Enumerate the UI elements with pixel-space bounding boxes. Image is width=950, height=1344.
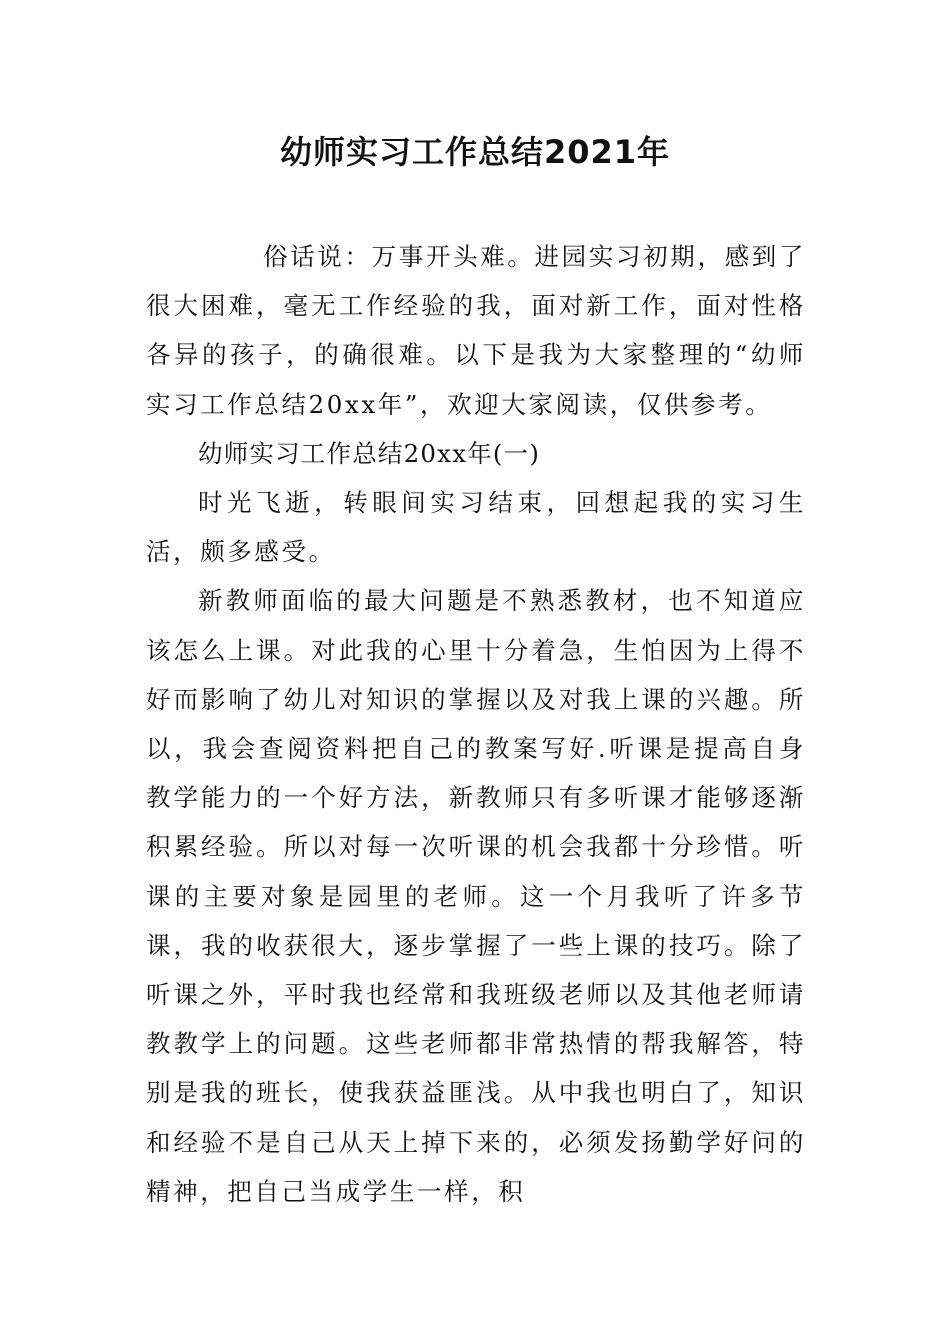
intro-paragraph: 俗话说：万事开头难。进园实习初期，感到了很大困难，毫无工作经验的我，面对新工作，面对性格各异的孩子，的确很难。以下是我为大家整理的“幼师实习工作总结20xx年”，欢迎大家阅读，仅供参考。: [146, 242, 806, 419]
body-paragraph: 时光飞逝，转眼间实习结束，回想起我的实习生活，颇多感受。: [146, 488, 806, 567]
body-paragraph: 新教师面临的最大问题是不熟悉教材，也不知道应该怎么上课。对此我的心里十分着急，生怕因为上得不好而影响了幼儿对知识的掌握以及对我上课的兴趣。所以，我会查阅资料把自己的教案写好.听课是提高自身教学能力的一个好方法，新教师只有多听课才能够逐渐积累经验。所以对每一次听课的机会我都十分珍惜。听课的主要对象是园里的老师。这一个月我听了许多节课，我的收获很大，逐步掌握了一些上课的技巧。除了听课之外，平时我也经常和我班级老师以及其他老师请教教学上的问题。这些老师都非常热情的帮我解答，特别是我的班长，使我获益匪浅。从中我也明白了，知识和经验不是自己从天上掉下来的，必须发扬勤学好问的精神，把自己当成学生一样，积: [146, 586, 806, 1206]
section-heading: 幼师实习工作总结20xx年(一): [198, 438, 541, 468]
document-title: 幼师实习工作总结2021年: [279, 133, 671, 171]
document-body: [146, 232, 806, 1216]
